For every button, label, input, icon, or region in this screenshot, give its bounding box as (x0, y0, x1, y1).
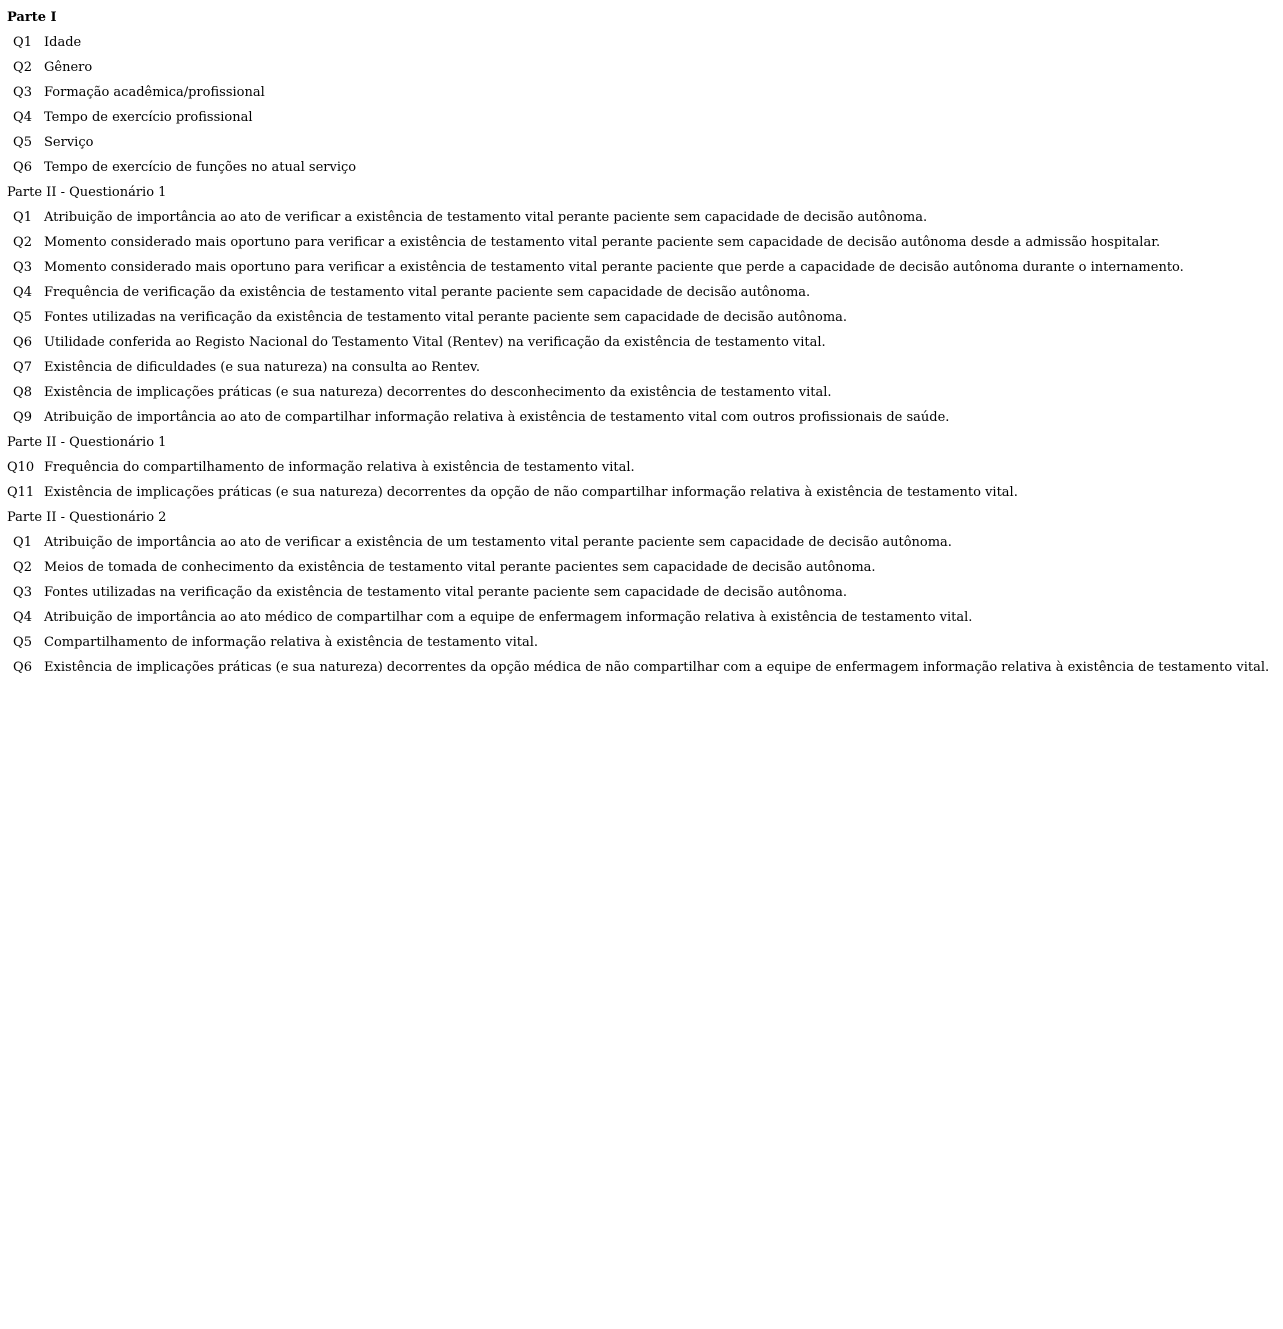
question-description: Momento considerado mais oportuno para verificar a existência de testamento vital perante paciente sem capacidade de decisão autônoma desde a admissão hospitalar. (44, 235, 1161, 250)
question-row (7, 155, 1279, 180)
question-row (7, 530, 1279, 555)
question-row (7, 105, 1279, 130)
question-code: Q1 (13, 210, 32, 225)
question-description: Serviço (44, 135, 94, 150)
question-code: Q4 (13, 285, 32, 300)
question-description: Formação acadêmica/profissional (44, 85, 265, 100)
section-title: Parte II - Questionário 2 (7, 510, 167, 525)
question-code: Q6 (13, 335, 32, 350)
question-code: Q1 (13, 35, 32, 50)
question-description: Compartilhamento de informação relativa à existência de testamento vital. (44, 635, 539, 650)
question-code: Q3 (13, 260, 32, 275)
question-row (7, 80, 1279, 105)
question-code: Q11 (7, 485, 35, 500)
question-code: Q5 (13, 635, 32, 650)
question-description: Tempo de exercício profissional (44, 110, 253, 125)
question-row (7, 380, 1279, 405)
question-code: Q5 (13, 135, 32, 150)
question-description: Atribuição de importância ao ato de compartilhar informação relativa à existência de testamento vital com outros profissionais de saúde. (44, 410, 950, 425)
question-description: Momento considerado mais oportuno para verificar a existência de testamento vital perante paciente que perde a capacidade de decisão autônoma durante o internamento. (44, 260, 1184, 275)
question-description: Existência de implicações práticas (e sua natureza) decorrentes da opção de não compartilhar informação relativa à existência de testamento vital. (44, 485, 1018, 500)
question-row (7, 55, 1279, 80)
question-row (7, 305, 1279, 330)
question-code: Q6 (13, 660, 32, 675)
question-description: Utilidade conferida ao Registo Nacional do Testamento Vital (Rentev) na verificação da existência de testamento vital. (44, 335, 826, 350)
section-title: Parte I (7, 10, 57, 25)
question-row (7, 405, 1279, 430)
question-description: Fontes utilizadas na verificação da existência de testamento vital perante paciente sem capacidade de decisão autônoma. (44, 310, 848, 325)
question-code: Q3 (13, 85, 32, 100)
question-code: Q9 (13, 410, 32, 425)
question-description: Fontes utilizadas na verificação da existência de testamento vital perante paciente sem capacidade de decisão autônoma. (44, 585, 848, 600)
questionnaire-variable-list (7, 5, 1279, 680)
question-row (7, 555, 1279, 580)
question-description: Meios de tomada de conhecimento da existência de testamento vital perante pacientes sem capacidade de decisão autônoma. (44, 560, 876, 575)
question-row (7, 455, 1279, 480)
question-code: Q6 (13, 160, 32, 175)
question-description: Idade (44, 35, 82, 50)
question-row (7, 280, 1279, 305)
question-code: Q3 (13, 585, 32, 600)
question-row (7, 480, 1279, 505)
question-code: Q10 (7, 460, 35, 475)
question-code: Q2 (13, 560, 32, 575)
question-description: Frequência do compartilhamento de informação relativa à existência de testamento vital. (44, 460, 635, 475)
question-row (7, 130, 1279, 155)
question-code: Q4 (13, 610, 32, 625)
question-row (7, 30, 1279, 55)
question-row (7, 655, 1279, 680)
question-row (7, 230, 1279, 255)
question-code: Q8 (13, 385, 32, 400)
section-title: Parte II - Questionário 1 (7, 185, 167, 200)
question-code: Q7 (13, 360, 32, 375)
question-row (7, 330, 1279, 355)
question-code: Q4 (13, 110, 32, 125)
question-row (7, 630, 1279, 655)
question-description: Atribuição de importância ao ato médico de compartilhar com a equipe de enfermagem informação relativa à existência de testamento vital. (44, 610, 973, 625)
question-description: Atribuição de importância ao ato de verificar a existência de um testamento vital perante paciente sem capacidade de decisão autônoma. (44, 535, 952, 550)
question-row (7, 605, 1279, 630)
question-code: Q2 (13, 235, 32, 250)
question-description: Atribuição de importância ao ato de verificar a existência de testamento vital perante paciente sem capacidade de decisão autônoma. (44, 210, 928, 225)
question-description: Existência de dificuldades (e sua natureza) na consulta ao Rentev. (44, 360, 480, 375)
question-description: Existência de implicações práticas (e sua natureza) decorrentes da opção médica de não compartilhar com a equipe de enfermagem informação relativa à existência de testamento vital. (44, 660, 1270, 675)
question-code: Q1 (13, 535, 32, 550)
question-row (7, 255, 1279, 280)
question-row (7, 355, 1279, 380)
question-code: Q2 (13, 60, 32, 75)
question-description: Gênero (44, 60, 93, 75)
question-code: Q5 (13, 310, 32, 325)
question-description: Frequência de verificação da existência de testamento vital perante paciente sem capacidade de decisão autônoma. (44, 285, 811, 300)
question-row (7, 580, 1279, 605)
question-description: Existência de implicações práticas (e sua natureza) decorrentes do desconhecimento da existência de testamento vital. (44, 385, 832, 400)
question-description: Tempo de exercício de funções no atual serviço (44, 160, 357, 175)
question-row (7, 205, 1279, 230)
section-title: Parte II - Questionário 1 (7, 435, 167, 450)
